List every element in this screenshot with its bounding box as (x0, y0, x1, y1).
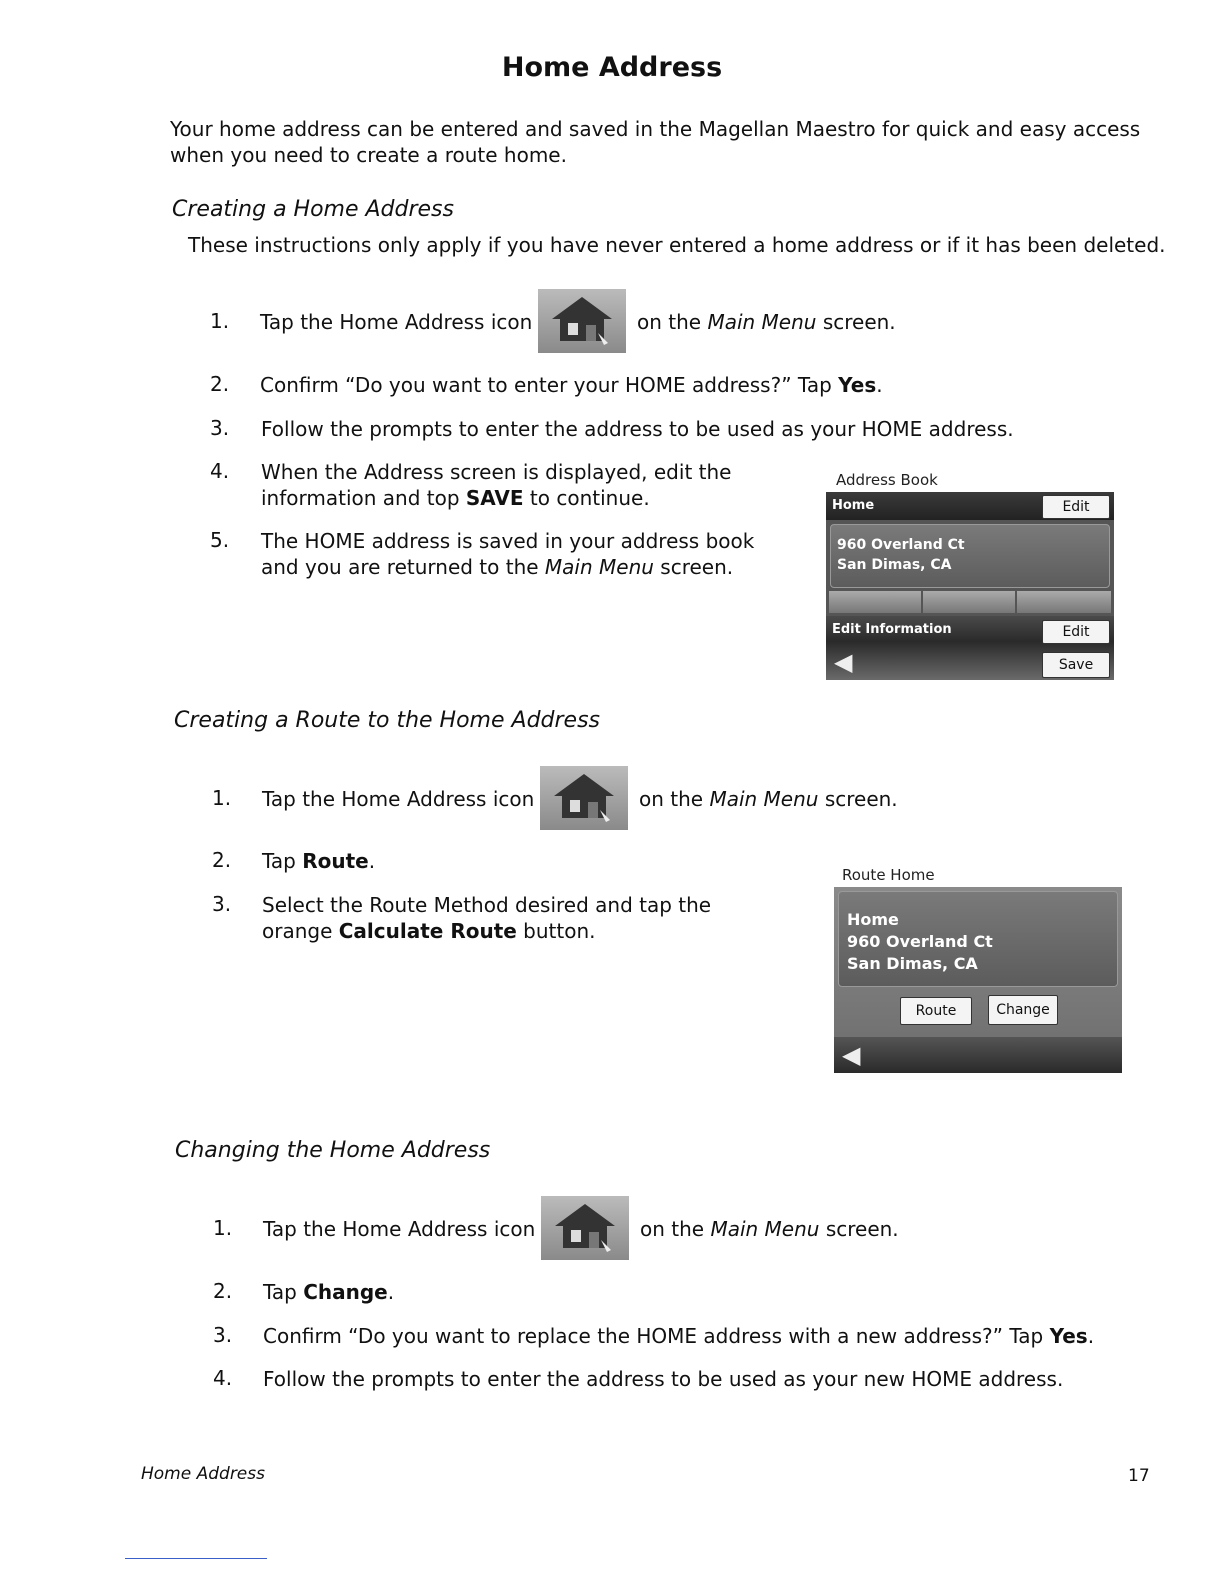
step-number: 3. (213, 1323, 233, 1347)
edit-info-button[interactable]: Edit (1042, 620, 1110, 644)
step-number: 5. (210, 528, 230, 552)
tab-3[interactable] (1016, 590, 1112, 614)
step-text: Tap Change. (263, 1280, 395, 1304)
step-number: 3. (210, 416, 230, 440)
step-text: Confirm “Do you want to replace the HOME address with a new address?” Tap Yes. (263, 1324, 1095, 1348)
step-text: Follow the prompts to enter the address to be used as your HOME address. (261, 417, 1014, 441)
footer-rule (125, 1558, 267, 1559)
page-number: 17 (1128, 1466, 1150, 1486)
address-line-1: 960 Overland Ct (837, 537, 965, 553)
route-button[interactable]: Route (900, 997, 972, 1025)
step-text: Tap the Home Address icon (260, 310, 533, 334)
edit-info-label: Edit Information (832, 622, 952, 637)
section-heading-change: Changing the Home Address (175, 1138, 491, 1163)
address-line-0: Home (847, 910, 899, 929)
address-panel[interactable] (830, 524, 1110, 588)
step-text: Tap Route. (262, 849, 376, 873)
step-text-tail: on the Main Menu screen. (640, 1217, 899, 1241)
save-button[interactable]: Save (1042, 652, 1110, 678)
section-heading-route: Creating a Route to the Home Address (174, 708, 601, 733)
step-number: 2. (213, 1279, 233, 1303)
step-text: Tap the Home Address icon (262, 787, 535, 811)
tab-2[interactable] (922, 590, 1016, 614)
footer-section-name: Home Address (141, 1464, 265, 1484)
step-text: Select the Route Method desired and tap the orange Calculate Route button. (262, 893, 712, 943)
bottom-bar (834, 1037, 1122, 1073)
step-number: 4. (210, 459, 230, 483)
step-text: Follow the prompts to enter the address to be used as your new HOME address. (263, 1367, 1064, 1391)
home-address-icon (540, 766, 628, 830)
home-address-icon (541, 1196, 629, 1260)
page-title: Home Address (501, 52, 723, 83)
step-text-tail: on the Main Menu screen. (637, 310, 896, 334)
back-arrow-icon[interactable]: ◀ (834, 648, 853, 676)
step-number: 3. (212, 892, 232, 916)
address-line-2: San Dimas, CA (837, 557, 952, 573)
tab-1[interactable] (828, 590, 922, 614)
header-label: Home (832, 498, 875, 513)
step-number: 4. (213, 1366, 233, 1390)
step-number: 2. (212, 848, 232, 872)
route-home-screen (834, 887, 1122, 1073)
step-text: Tap the Home Address icon (263, 1217, 536, 1241)
edit-button[interactable]: Edit (1042, 495, 1110, 519)
home-address-icon (538, 289, 626, 353)
address-line-2: San Dimas, CA (847, 954, 978, 973)
step-text: When the Address screen is displayed, edit the information and top SAVE to continue. (261, 460, 732, 510)
step-number: 1. (212, 786, 232, 810)
route-home-screen-title: Route Home (842, 866, 935, 884)
step-text: Confirm “Do you want to enter your HOME address?” Tap Yes. (260, 373, 883, 397)
section-heading-create: Creating a Home Address (172, 197, 454, 222)
step-number: 1. (213, 1216, 233, 1240)
address-line-1: 960 Overland Ct (847, 932, 993, 951)
step-number: 2. (210, 372, 230, 396)
step-number: 1. (210, 309, 230, 333)
step-text: The HOME address is saved in your address book and you are returned to the Main Menu screen. (261, 529, 755, 579)
intro-paragraph: Your home address can be entered and saved in the Magellan Maestro for quick and easy access when you need to create a route home. (170, 117, 1141, 167)
address-book-screen (826, 492, 1114, 680)
change-button[interactable]: Change (988, 995, 1058, 1025)
home-address-panel (838, 891, 1118, 987)
address-book-screen-title: Address Book (836, 471, 938, 489)
section-note: These instructions only apply if you have never entered a home address or if it has been deleted. (188, 233, 1166, 257)
back-arrow-icon[interactable]: ◀ (842, 1041, 861, 1069)
step-text-tail: on the Main Menu screen. (639, 787, 898, 811)
